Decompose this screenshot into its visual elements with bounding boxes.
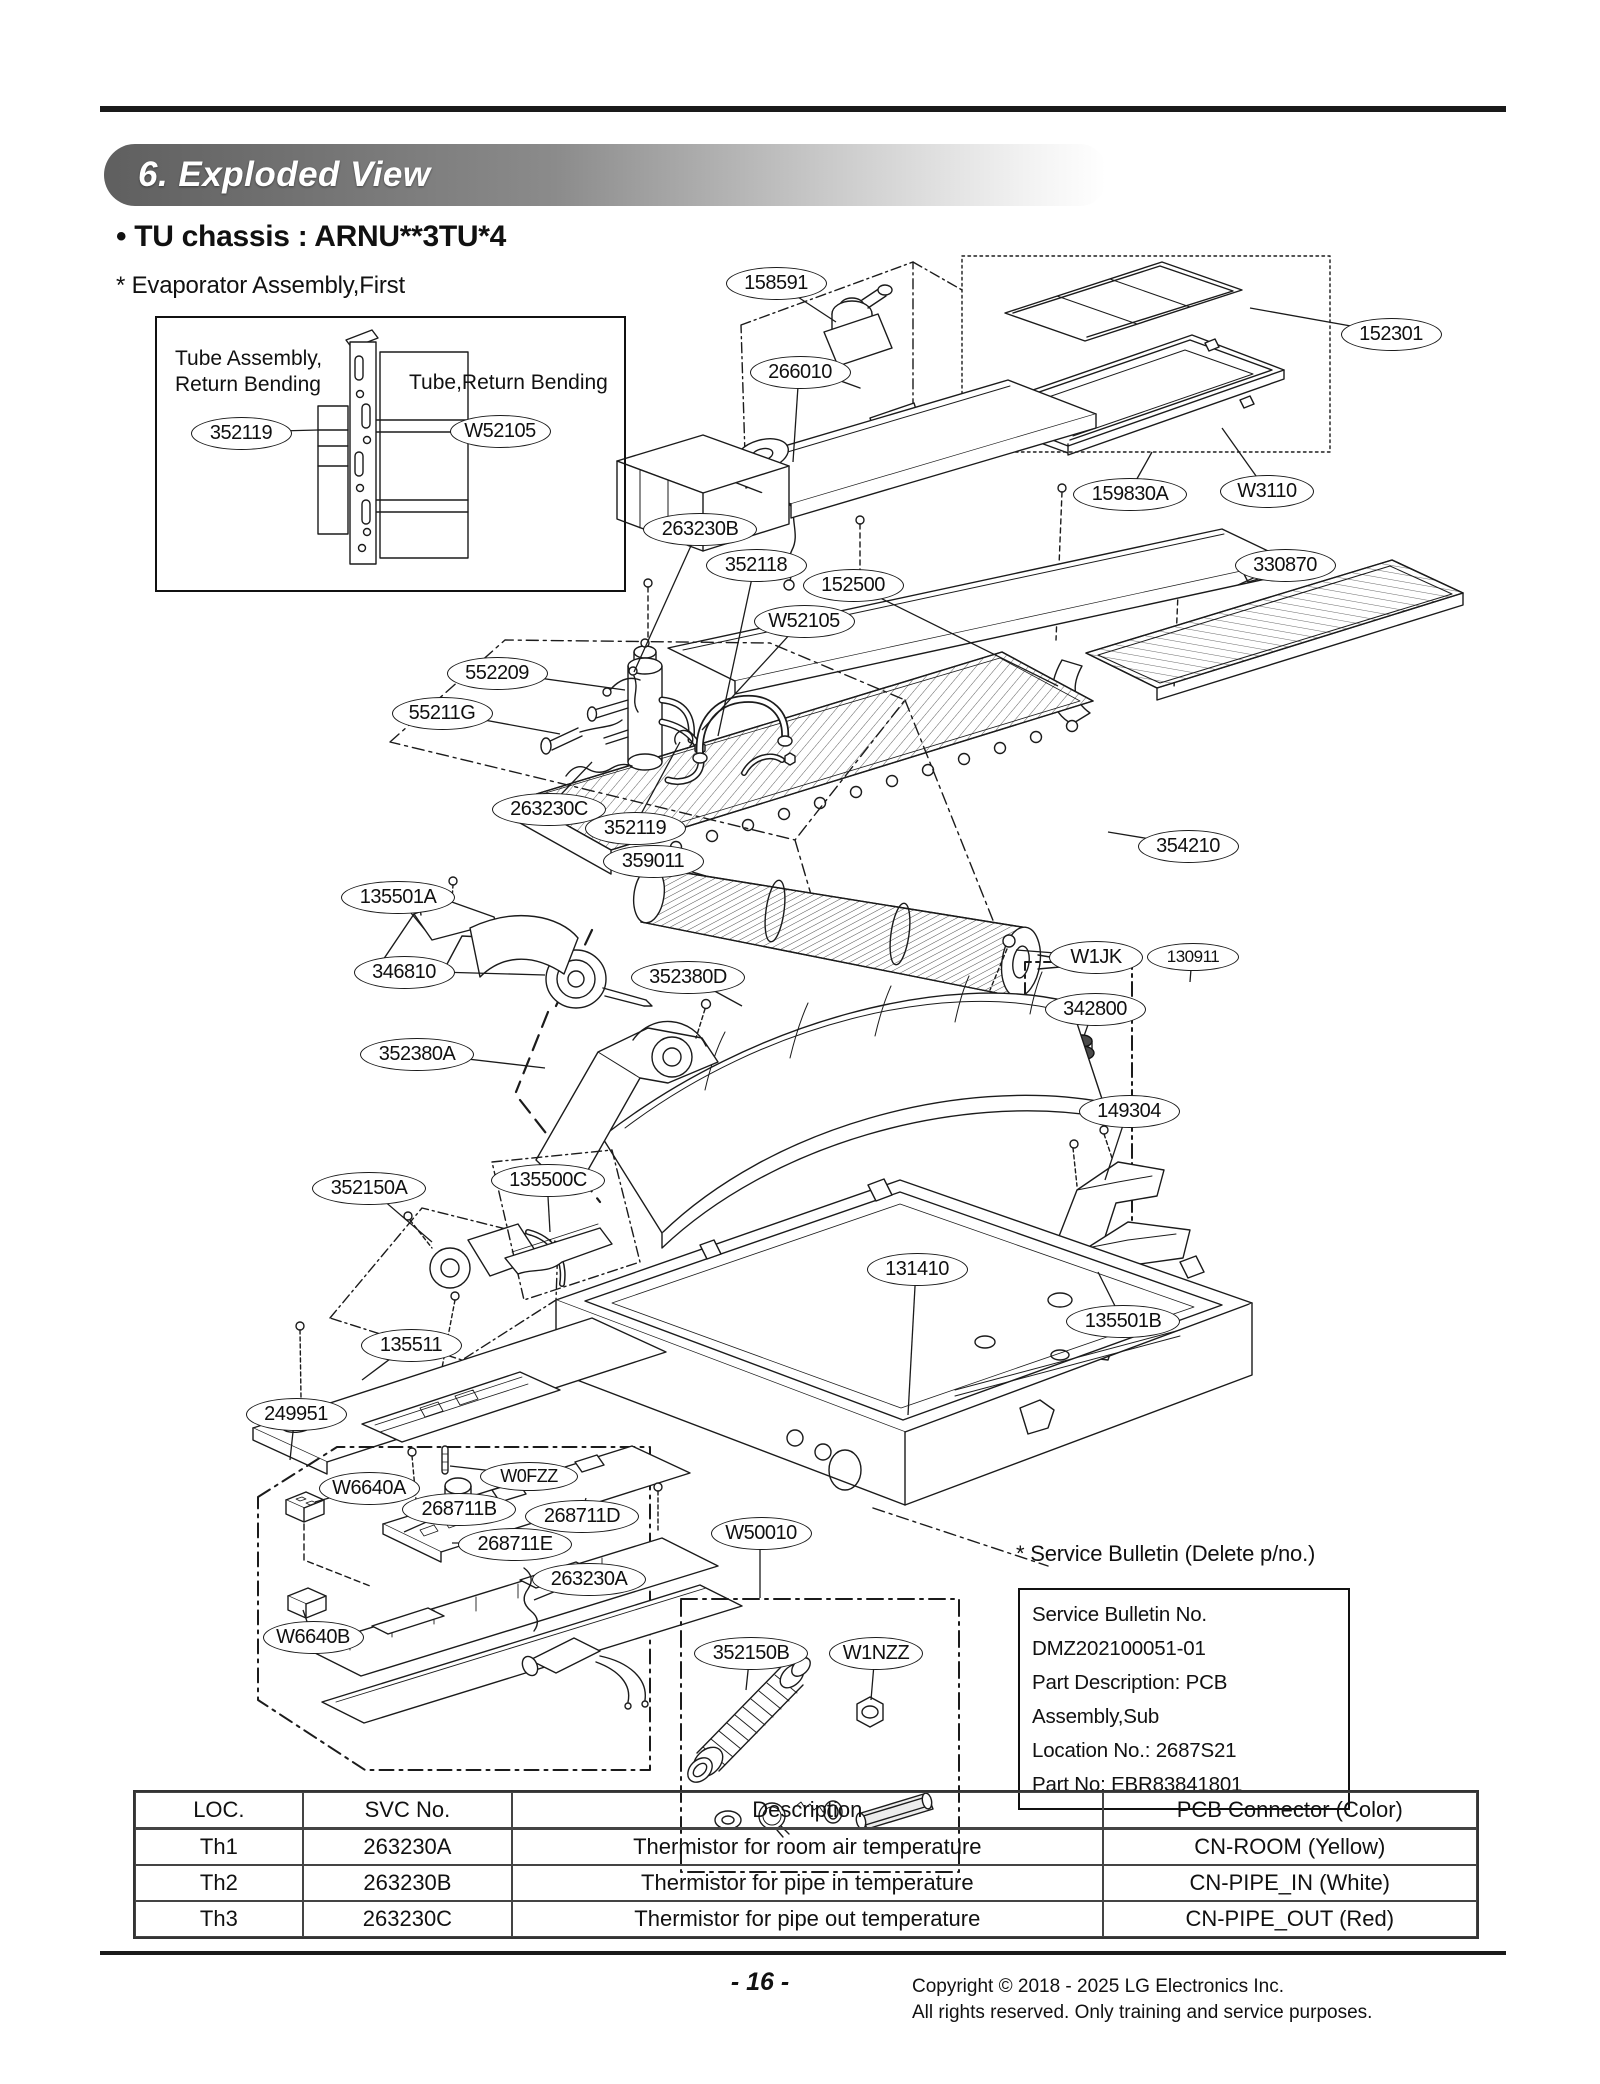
part-callout-552209-12: 552209: [447, 657, 548, 690]
part-callout-w52105-1: W52105: [450, 415, 551, 448]
part-callout-263230b-7: 263230B: [643, 513, 757, 546]
bullet: •: [116, 220, 127, 253]
col-svc-no: SVC No.: [303, 1792, 512, 1829]
part-callout-130911-21: 130911: [1147, 943, 1239, 971]
copyright: Copyright © 2018 - 2025 LG Electronics Inc. All rights reserved. Only training and service purposes.: [912, 1976, 1373, 2023]
part-callout-158591-2: 158591: [726, 267, 827, 300]
part-callout-266010-3: 266010: [750, 356, 851, 389]
table-cell: CN-PIPE_IN (White): [1103, 1865, 1477, 1901]
part-callout-268711d-35: 268711D: [525, 1500, 639, 1533]
part-callout-w6640a-32: W6640A: [319, 1472, 420, 1505]
part-callout-268711e-36: 268711E: [458, 1528, 572, 1561]
part-callout-352118-8: 352118: [706, 549, 807, 582]
sb-line: Part No: EBR83841801: [1032, 1773, 1243, 1796]
table-cell: Th3: [135, 1901, 303, 1937]
table-cell: 263230B: [303, 1865, 512, 1901]
inset-label-right: Tube,Return Bending: [409, 371, 608, 394]
table-cell: Th2: [135, 1865, 303, 1901]
part-callout-w6640b-38: W6640B: [263, 1621, 364, 1654]
part-callout-131410-28: 131410: [867, 1253, 968, 1286]
section-title: 6. Exploded View: [138, 155, 431, 194]
chassis-title: TU chassis : ARNU**3TU*4: [134, 220, 507, 253]
table-cell: Thermistor for pipe out temperature: [512, 1901, 1102, 1937]
table-cell: Thermistor for room air temperature: [512, 1829, 1102, 1865]
part-callout-w3110-6: W3110: [1220, 475, 1314, 508]
part-callout-352150b-40: 352150B: [694, 1637, 808, 1670]
sb-line: Location No.: 2687S21: [1032, 1739, 1237, 1762]
part-callout-w1nzz-41: W1NZZ: [829, 1637, 923, 1670]
sb-line: Service Bulletin No. DMZ202100051-01: [1032, 1603, 1207, 1660]
assembly-note: * Evaporator Assembly,First: [116, 272, 405, 299]
part-callout-354210-17: 354210: [1138, 830, 1239, 863]
part-callout-159830a-5: 159830A: [1073, 478, 1187, 511]
col-pcb-connector: PCB Connector (Color): [1103, 1792, 1477, 1829]
part-callout-135501a-18: 135501A: [341, 881, 455, 914]
part-callout-w0fzz-33: W0FZZ: [480, 1462, 578, 1491]
part-callout-352380d-23: 352380D: [631, 961, 745, 994]
part-callout-55211g-13: 55211G: [392, 697, 493, 730]
part-callout-342800-22: 342800: [1045, 993, 1146, 1026]
part-callout-135511-30: 135511: [361, 1329, 462, 1362]
part-callout-152301-4: 152301: [1341, 318, 1442, 351]
part-callout-263230c-14: 263230C: [492, 793, 606, 826]
part-callout-w52105-10: W52105: [754, 605, 855, 638]
table-cell: CN-ROOM (Yellow): [1103, 1829, 1477, 1865]
part-callout-330870-11: 330870: [1235, 549, 1336, 582]
part-callout-352119-0: 352119: [191, 417, 292, 450]
table-cell: CN-PIPE_OUT (Red): [1103, 1901, 1477, 1937]
table-cell: Thermistor for pipe in temperature: [512, 1865, 1102, 1901]
part-callout-135500c-27: 135500C: [491, 1164, 605, 1197]
part-callout-w1jk-20: W1JK: [1049, 941, 1143, 974]
page-number: - 16 -: [730, 1968, 790, 1996]
service-bulletin-note: * Service Bulletin (Delete p/no.): [1016, 1541, 1316, 1566]
part-callout-359011-16: 359011: [603, 845, 704, 878]
part-callout-135501b-29: 135501B: [1066, 1305, 1180, 1338]
sb-line: Part Description: PCB Assembly,Sub: [1032, 1671, 1228, 1728]
part-callout-149304-25: 149304: [1079, 1095, 1180, 1128]
part-callout-263230a-37: 263230A: [532, 1563, 646, 1596]
part-callout-346810-19: 346810: [354, 956, 455, 989]
part-callout-352150a-26: 352150A: [312, 1172, 426, 1205]
inset-label-left: Tube Assembly, Return Bending: [175, 347, 323, 396]
part-callout-352119-15: 352119: [585, 812, 686, 845]
table-cell: 263230A: [303, 1829, 512, 1865]
col-description: Description: [512, 1792, 1102, 1829]
table-cell: 263230C: [303, 1901, 512, 1937]
part-callout-268711b-34: 268711B: [402, 1493, 516, 1526]
part-callout-249951-31: 249951: [246, 1398, 347, 1431]
part-callout-152500-9: 152500: [803, 569, 904, 602]
part-callout-352380a-24: 352380A: [360, 1038, 474, 1071]
col-loc: LOC.: [135, 1792, 303, 1829]
table-cell: Th1: [135, 1829, 303, 1865]
part-callout-w50010-39: W50010: [711, 1517, 812, 1550]
